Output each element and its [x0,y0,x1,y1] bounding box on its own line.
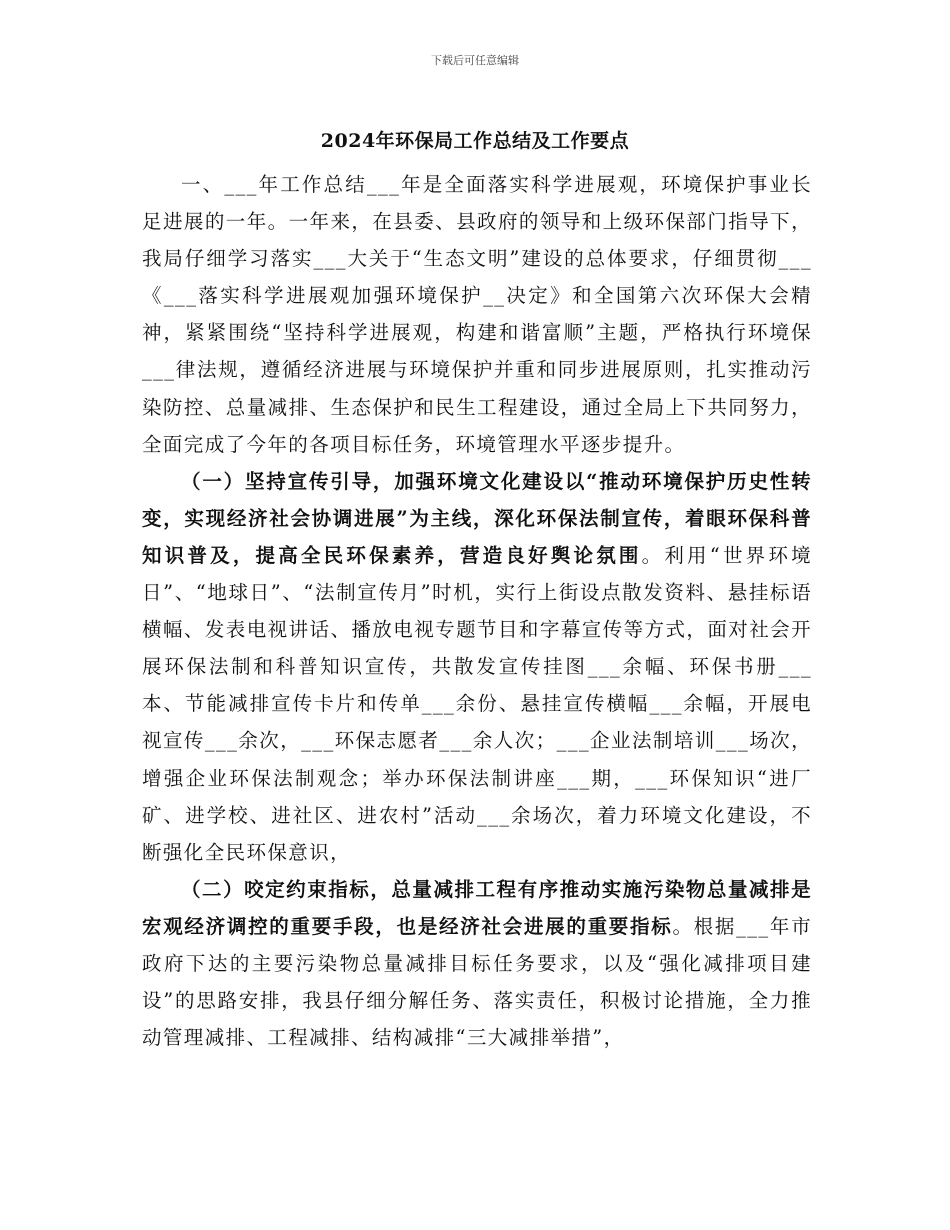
document-title: 2024年环保局工作总结及工作要点 [320,130,630,152]
paragraph-text: 一、___年工作总结___年是全面落实科学进展观，环境保护事业长足进展的一年。一年来，在县委、县政府的领导和上级环保部门指导下，我局仔细学习落实___大关于“生态文明”建设的总体要求，仔细贯彻___《___落实科学进展观加强环境保护__决定》和全国第六次环保大会精神，紧紧围绕“坚持科学进展观，构建和谐富顺”主题，严格执行环境保___律法规，遵循经济进展与环境保护并重和同步进展原则，扎实推动污染防控、总量减排、生态保护和民生工程建设，通过全局上下共同努力，全面完成了今年的各项目标任务，环境管理水平逐步提升。 [142,173,812,456]
header-note: 下载后可任意编辑 [431,54,519,67]
section-text-1: 。利用“世界环境日”、“地球日”、“法制宣传月”时机，实行上街设点散发资料、悬挂标语横幅、发表电视讲话、播放电视专题节目和字幕宣传等方式，面对社会开展环保法制和科普知识宣传，共散发宣传挂图___余幅、环保书册___本、节能减排宣传卡片和传单___余份、悬挂宣传横幅___余幅，开展电视宣传___余次，___环保志愿者___余人次；___企业法制培训___场次，增强企业环保法制观念；举办环保法制讲座___期，___环保知识“进厂矿、进学校、进社区、进农村”活动___余场次，着力环境文化建设，不断强化全民环保意识， [142,543,812,864]
section-heading-2: （二）咬定约束指标，总量减排工程有序推动实施污染物总量减排是宏观经济调控的重要手段，也是经济社会进展的重要指标 [142,877,812,938]
paragraph-section-1 [142,463,812,871]
section-heading-1: （一）坚持宣传引导，加强环境文化建设以“推动环境保护历史性转变，实现经济社会协调进展”为主线，深化环保法制宣传，着眼环保科普知识普及，提高全民环保素养，营造良好舆论氛围 [142,469,812,567]
paragraph-summary [142,166,812,463]
paragraph-section-2 [142,871,812,1056]
document-body [142,166,812,1056]
section-text-2: 。根据___年市政府下达的主要污染物总量减排目标任务要求，以及“强化减排项目建设”的思路安排，我县仔细分解任务、落实责任，积极讨论措施，全力推动管理减排、工程减排、结构减排“三大减排举措”， [142,914,812,1050]
